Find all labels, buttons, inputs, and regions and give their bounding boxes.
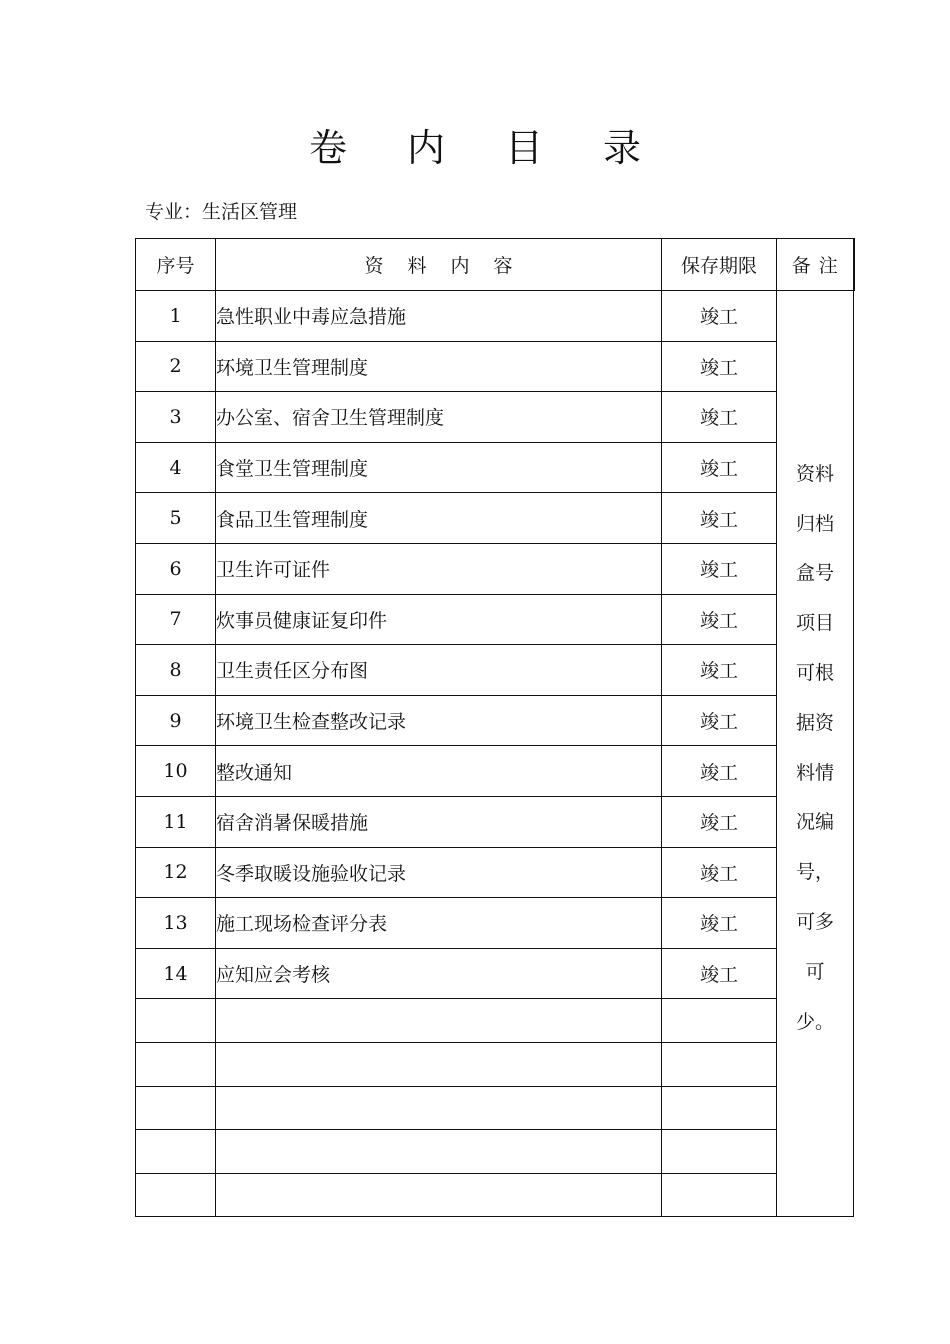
header-char: 资 — [364, 255, 384, 277]
header-char: 备 — [791, 255, 811, 277]
row-content: 食堂卫生管理制度 — [216, 442, 662, 493]
row-content: 应知应会考核 — [216, 948, 662, 999]
header-no: 序号 — [136, 239, 216, 291]
blank-content-cell — [216, 1130, 662, 1174]
row-content: 办公室、宿舍卫生管理制度 — [216, 392, 662, 443]
table-row-blank — [136, 1086, 854, 1130]
blank-content-cell — [216, 1086, 662, 1130]
table-row — [136, 645, 854, 696]
header-content — [216, 239, 662, 291]
table-row-blank — [136, 1130, 854, 1174]
row-content: 食品卫生管理制度 — [216, 493, 662, 544]
row-number: 13 — [136, 898, 216, 949]
row-number: 11 — [136, 796, 216, 847]
header-term: 保存期限 — [662, 239, 777, 291]
blank-term-cell — [662, 999, 777, 1043]
header-char: 料 — [407, 255, 427, 277]
blank-no-cell — [136, 999, 216, 1043]
row-content: 环境卫生检查整改记录 — [216, 695, 662, 746]
row-number: 9 — [136, 695, 216, 746]
row-content: 环境卫生管理制度 — [216, 341, 662, 392]
row-number: 8 — [136, 645, 216, 696]
row-number: 7 — [136, 594, 216, 645]
blank-content-cell — [216, 1173, 662, 1217]
row-number: 1 — [136, 291, 216, 342]
table-row — [136, 594, 854, 645]
row-content: 卫生责任区分布图 — [216, 645, 662, 696]
header-char: 注 — [818, 255, 838, 277]
table-row — [136, 341, 854, 392]
row-retention-term: 竣工 — [662, 392, 777, 443]
row-retention-term: 竣工 — [662, 898, 777, 949]
table-row — [136, 493, 854, 544]
row-content: 急性职业中毒应急措施 — [216, 291, 662, 342]
header-remark — [777, 239, 854, 291]
row-retention-term: 竣工 — [662, 847, 777, 898]
row-number: 6 — [136, 543, 216, 594]
row-retention-term: 竣工 — [662, 442, 777, 493]
header-char: 容 — [493, 255, 513, 277]
table-row — [136, 746, 854, 797]
row-content: 整改通知 — [216, 746, 662, 797]
blank-no-cell — [136, 1130, 216, 1174]
row-retention-term: 竣工 — [662, 746, 777, 797]
row-content: 炊事员健康证复印件 — [216, 594, 662, 645]
table-row-blank — [136, 999, 854, 1043]
row-number: 4 — [136, 442, 216, 493]
row-number: 5 — [136, 493, 216, 544]
row-content: 宿舍消暑保暖措施 — [216, 796, 662, 847]
blank-content-cell — [216, 1042, 662, 1086]
table-row-blank — [136, 1173, 854, 1217]
blank-term-cell — [662, 1086, 777, 1130]
table-row — [136, 392, 854, 443]
table-row — [136, 695, 854, 746]
row-retention-term: 竣工 — [662, 493, 777, 544]
table-row — [136, 847, 854, 898]
table-row — [136, 796, 854, 847]
table-row — [136, 291, 854, 342]
blank-no-cell — [136, 1173, 216, 1217]
table-row — [136, 543, 854, 594]
remark-text: 资料归档盒号项目可根据资料情况编号，可多可少。 — [795, 462, 834, 1033]
row-number: 12 — [136, 847, 216, 898]
blank-term-cell — [662, 1042, 777, 1086]
table-row-blank — [136, 1042, 854, 1086]
page-title — [0, 120, 950, 176]
header-char: 内 — [450, 255, 470, 277]
row-retention-term: 竣工 — [662, 341, 777, 392]
blank-term-cell — [662, 1130, 777, 1174]
row-number: 3 — [136, 392, 216, 443]
row-content: 冬季取暖设施验收记录 — [216, 847, 662, 898]
contents-table — [135, 238, 855, 1217]
title-char: 内 — [406, 126, 445, 170]
blank-no-cell — [136, 1042, 216, 1086]
row-retention-term: 竣工 — [662, 948, 777, 999]
table-row — [136, 442, 854, 493]
row-content: 施工现场检查评分表 — [216, 898, 662, 949]
row-content: 卫生许可证件 — [216, 543, 662, 594]
row-retention-term: 竣工 — [662, 796, 777, 847]
remark-cell — [777, 291, 854, 1217]
row-retention-term: 竣工 — [662, 594, 777, 645]
row-retention-term: 竣工 — [662, 695, 777, 746]
title-char: 录 — [603, 126, 642, 170]
row-number: 14 — [136, 948, 216, 999]
row-number: 10 — [136, 746, 216, 797]
title-char: 目 — [505, 126, 544, 170]
table-row — [136, 948, 854, 999]
blank-no-cell — [136, 1086, 216, 1130]
table-header-row — [136, 239, 854, 291]
blank-content-cell — [216, 999, 662, 1043]
row-retention-term: 竣工 — [662, 645, 777, 696]
major-label: 专业：生活区管理 — [145, 201, 298, 223]
row-number: 2 — [136, 341, 216, 392]
table-row — [136, 898, 854, 949]
title-char: 卷 — [308, 126, 347, 170]
blank-term-cell — [662, 1173, 777, 1217]
row-retention-term: 竣工 — [662, 291, 777, 342]
row-retention-term: 竣工 — [662, 543, 777, 594]
